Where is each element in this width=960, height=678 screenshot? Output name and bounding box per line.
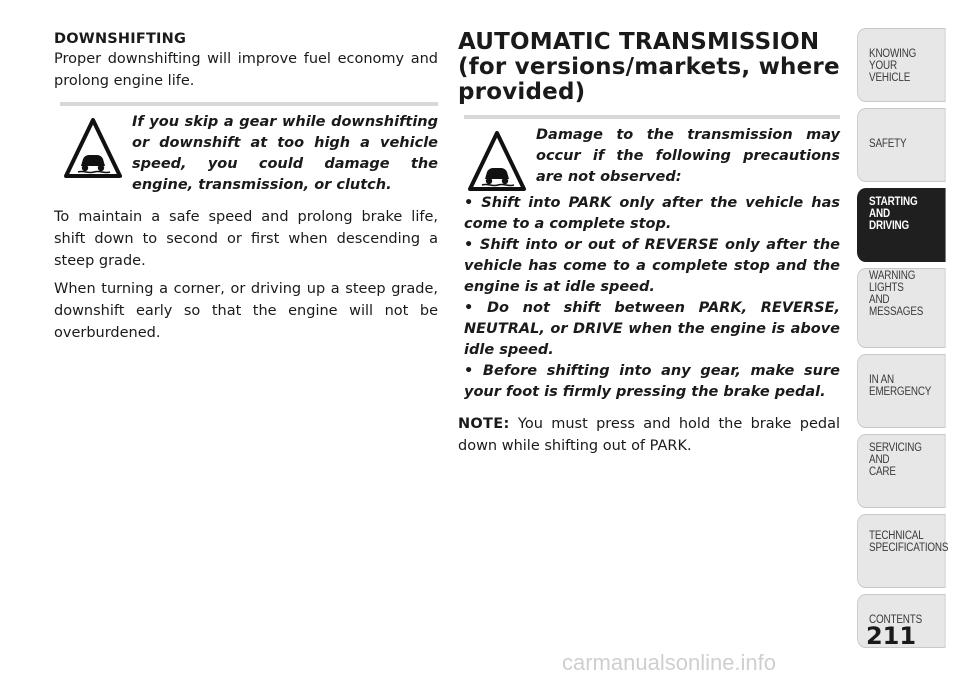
note-paragraph xyxy=(458,413,840,457)
warning-bullet: • Before shifting into any gear, make sure your foot is firmly pressing the brake pedal. xyxy=(464,363,840,400)
automatic-transmission-heading: AUTOMATIC TRANSMISSION (for versions/markets, where provided) xyxy=(458,29,840,105)
paragraph-turning: When turning a corner, or driving up a steep grade, downshift early so that the engine will not be overburdened. xyxy=(54,281,438,341)
paragraph-brake-life: To maintain a safe speed and prolong brake life, shift down to second or first when descending a steep grade. xyxy=(54,209,438,269)
transmission-warning-intro: Damage to the transmission may occur if the following precautions are not observed: xyxy=(536,127,840,185)
tab-warning-lights-and-messages[interactable]: WARNING LIGHTS AND MESSAGES xyxy=(857,268,946,348)
warning-triangle-icon xyxy=(64,118,122,180)
warning-bullet: • Do not shift between PARK, REVERSE, NEUTRAL, or DRIVE when the engine is above idle speed. xyxy=(464,300,840,358)
tab-starting-and-driving[interactable]: STARTING AND DRIVING xyxy=(857,188,946,262)
transmission-warning-box xyxy=(464,115,840,403)
watermark-text: carmanualsonline.info xyxy=(562,650,777,675)
downshift-warning-text: If you skip a gear while downshifting or downshift at too high a vehicle speed, you could damage the engine, transmission, or clutch. xyxy=(132,114,438,193)
left-column xyxy=(54,30,438,344)
warning-box xyxy=(60,102,438,196)
tab-safety[interactable]: SAFETY xyxy=(857,108,946,182)
tab-knowing-your-vehicle[interactable]: KNOWING YOUR VEHICLE xyxy=(857,28,946,102)
tab-technical-specifications[interactable]: TECHNICAL SPECIFICATIONS xyxy=(857,514,946,588)
warning-triangle-icon xyxy=(468,131,526,193)
downshifting-title: DOWNSHIFTING xyxy=(54,31,187,47)
note-label: NOTE: xyxy=(458,416,510,432)
tab-in-an-emergency[interactable]: IN AN EMERGENCY xyxy=(857,354,946,428)
page-number: 211 xyxy=(865,622,917,650)
tab-contents[interactable]: CONTENTS xyxy=(857,594,946,648)
warning-bullet: • Shift into PARK only after the vehicle has come to a complete stop. xyxy=(464,195,840,232)
note-text: You must press and hold the brake pedal down while shifting out of PARK. xyxy=(458,416,841,454)
warning-bullet: • Shift into or out of REVERSE only after the vehicle has come to a complete stop and the engine is at idle speed. xyxy=(464,237,840,295)
right-column xyxy=(458,30,840,457)
downshifting-intro: Proper downshifting will improve fuel economy and prolong engine life. xyxy=(54,51,438,89)
tab-servicing-and-care[interactable]: SERVICING AND CARE xyxy=(857,434,946,508)
